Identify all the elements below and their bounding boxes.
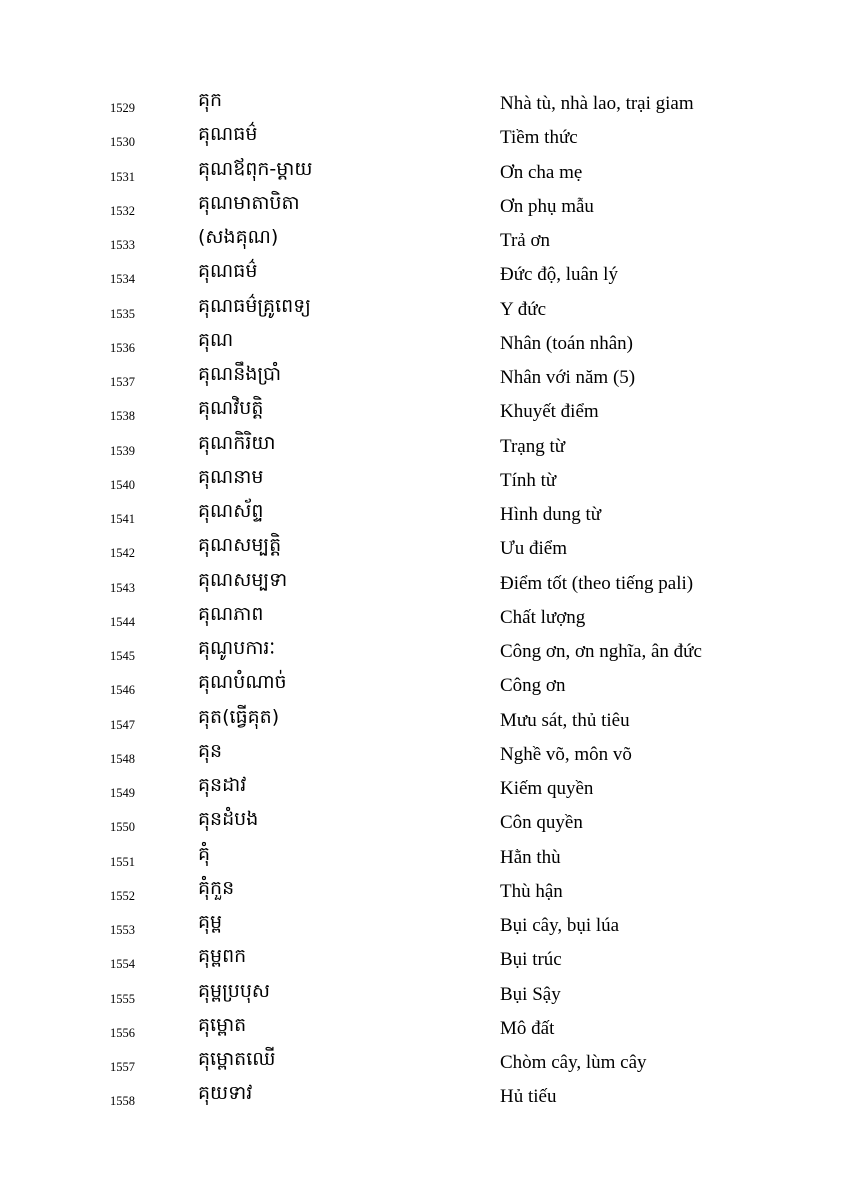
entry-number: 1538 [110, 409, 135, 424]
entry-number: 1536 [110, 340, 135, 355]
dictionary-entry-row [0, 1079, 848, 1113]
vietnamese-translation: Mưu sát, thủ tiêu [500, 709, 630, 731]
khmer-term: គុណនឹងប្រាំ [198, 363, 282, 385]
entry-number: 1539 [110, 443, 135, 458]
vietnamese-translation: Nhân (toán nhân) [500, 332, 633, 354]
dictionary-entry-row [0, 874, 848, 908]
vietnamese-translation: Khuyết điểm [500, 401, 599, 423]
khmer-term: គុណធម៌គ្រូពេទ្យ [198, 294, 311, 317]
khmer-term: គុនដំបង [198, 808, 259, 831]
entry-number: 1546 [110, 683, 135, 698]
vietnamese-translation: Điểm tốt (theo tiếng pali) [500, 572, 694, 594]
vietnamese-translation: Tiềm thức [500, 127, 578, 149]
vietnamese-translation: Chòm cây, lùm cây [500, 1052, 647, 1073]
dictionary-entry-row [0, 120, 848, 154]
dictionary-entry-row [0, 1011, 848, 1045]
vietnamese-translation: Đức độ, luân lý [500, 264, 618, 286]
khmer-term: គុណធម៌ [198, 260, 258, 283]
dictionary-entry-row [0, 292, 848, 326]
khmer-term: គុណភាព [198, 602, 264, 625]
dictionary-entry-row [0, 737, 848, 771]
dictionary-entry-row [0, 531, 848, 565]
dictionary-entry-row [0, 942, 848, 976]
vietnamese-translation: Tính từ [500, 469, 557, 491]
khmer-term: គុណកិរិយា [198, 431, 276, 454]
vietnamese-translation: Côn quyền [500, 812, 583, 834]
khmer-term: គុំកួន [198, 876, 235, 899]
khmer-term: គុម្ពោត [198, 1013, 247, 1036]
vietnamese-translation: Hình dung từ [500, 504, 602, 525]
vietnamese-translation: Y đức [500, 298, 546, 320]
dictionary-entry-row [0, 840, 848, 874]
khmer-term: គុណមាតាបិតា [198, 191, 300, 214]
vietnamese-translation: Nhà tù, nhà lao, trại giam [500, 93, 694, 114]
vietnamese-translation: Bụi cây, bụi lúa [500, 915, 620, 936]
vietnamese-translation: Nhân với năm (5) [500, 367, 636, 388]
dictionary-entry-row [0, 566, 848, 600]
dictionary-entry-row [0, 360, 848, 394]
khmer-term: គុក [198, 89, 223, 111]
vietnamese-translation: Chất lượng [500, 606, 586, 628]
entry-number: 1552 [110, 888, 135, 903]
khmer-term: គុណធម៌ [198, 123, 258, 146]
entry-number: 1553 [110, 923, 135, 937]
vietnamese-translation: Nghề võ, môn võ [500, 743, 632, 765]
vietnamese-translation: Công ơn [500, 675, 566, 697]
vietnamese-translation: Thù hận [500, 880, 563, 902]
khmer-term: គុម្ព [198, 911, 223, 933]
vietnamese-translation: Hằn thù [500, 846, 561, 868]
khmer-term: គុណស័ព្ទ [198, 500, 264, 522]
entry-number: 1530 [110, 135, 135, 150]
khmer-term: គុណនាម [198, 465, 264, 488]
entry-number: 1557 [110, 1060, 135, 1074]
dictionary-entry-row [0, 326, 848, 360]
khmer-term: គុណឪពុក-ម្ដាយ [198, 157, 313, 180]
entry-number: 1540 [110, 477, 135, 492]
entry-number: 1551 [110, 854, 135, 869]
vietnamese-translation: Bụi trúc [500, 949, 562, 971]
vietnamese-translation: Hủ tiếu [500, 1086, 557, 1108]
vietnamese-translation: Mô đất [500, 1017, 555, 1039]
khmer-term: គុម្ពពក [198, 945, 247, 968]
dictionary-entry-row [0, 189, 848, 223]
khmer-term: គុម្ពោតឈើ [198, 1048, 276, 1070]
entry-number: 1544 [110, 614, 135, 629]
dictionary-entry-row [0, 257, 848, 291]
khmer-term: គុណសម្បទា [198, 568, 288, 591]
entry-number: 1541 [110, 512, 135, 526]
dictionary-entry-row [0, 634, 848, 668]
khmer-term: គុណូបការៈ [198, 637, 276, 659]
entry-number: 1558 [110, 1094, 135, 1109]
dictionary-entry-row [0, 908, 848, 942]
entry-number: 1534 [110, 272, 135, 287]
khmer-term: គុម្ពប្របុស [198, 979, 270, 1002]
entry-number: 1556 [110, 1025, 135, 1040]
vietnamese-translation: Kiếm quyền [500, 778, 594, 799]
entry-number: 1554 [110, 957, 135, 972]
dictionary-entry-row [0, 497, 848, 531]
vietnamese-translation: Bụi Sậy [500, 983, 561, 1005]
khmer-term: គុត(ធ្វើគុត) [198, 705, 280, 728]
entry-number: 1555 [110, 991, 135, 1006]
vietnamese-translation: Ơn phụ mẫu [500, 195, 594, 217]
entry-number: 1533 [110, 238, 135, 252]
entry-number: 1547 [110, 717, 135, 732]
dictionary-entry-row [0, 600, 848, 634]
dictionary-entry-row [0, 703, 848, 737]
dictionary-entry-row [0, 394, 848, 428]
dictionary-entry-row [0, 86, 848, 120]
khmer-term: គុនដាវ [198, 774, 247, 796]
entry-number: 1537 [110, 375, 135, 389]
entry-number: 1531 [110, 169, 135, 184]
khmer-term: គុណបំណាច់ [198, 671, 287, 694]
entry-number: 1550 [110, 820, 135, 835]
dictionary-entry-list [0, 86, 848, 1114]
dictionary-entry-row [0, 155, 848, 189]
khmer-term: គុយទាវ [198, 1082, 253, 1105]
khmer-term: គុន [198, 739, 223, 762]
entry-number: 1532 [110, 203, 135, 218]
dictionary-entry-row [0, 463, 848, 497]
entry-number: 1529 [110, 101, 135, 115]
khmer-term: (សងគុណ) [198, 226, 279, 248]
dictionary-entry-row [0, 223, 848, 257]
khmer-term: គុណ [198, 328, 234, 351]
dictionary-entry-row [0, 805, 848, 839]
khmer-term: គុណវិបត្តិ [198, 397, 264, 420]
entry-number: 1545 [110, 649, 135, 663]
vietnamese-translation: Ơn cha mẹ [500, 161, 583, 183]
dictionary-entry-row [0, 771, 848, 805]
entry-number: 1549 [110, 786, 135, 800]
khmer-term: គុំ [198, 842, 211, 865]
entry-number: 1535 [110, 306, 135, 321]
khmer-term: គុណសម្បត្តិ [198, 534, 282, 557]
dictionary-entry-row [0, 977, 848, 1011]
entry-number: 1542 [110, 546, 135, 561]
vietnamese-translation: Trạng từ [500, 435, 566, 457]
vietnamese-translation: Trả ơn [500, 230, 550, 251]
vietnamese-translation: Ưu điểm [500, 538, 567, 560]
dictionary-entry-row [0, 1045, 848, 1079]
entry-number: 1548 [110, 751, 135, 766]
dictionary-entry-row [0, 668, 848, 702]
entry-number: 1543 [110, 580, 135, 595]
vietnamese-translation: Công ơn, ơn nghĩa, ân đức [500, 641, 702, 662]
dictionary-entry-row [0, 429, 848, 463]
